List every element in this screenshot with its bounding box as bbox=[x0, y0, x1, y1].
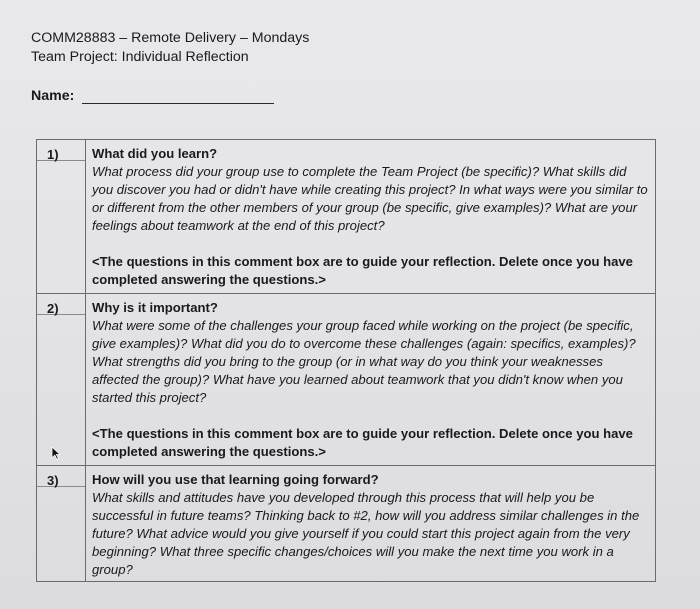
question-number: 1) bbox=[37, 140, 85, 161]
question-note: <The questions in this comment box are to guide your reflection. Delete once you have completed answering the questions.> bbox=[92, 254, 633, 287]
question-body: What process did your group use to complete the Team Project (be specific)? What skills did you discover you had or didn't have while creating this project? In what ways were you similar to or different from the other members of your group (be specific, give examples)? What are your feelings about teamwork at the end of this project? bbox=[92, 164, 648, 233]
question-title: How will you use that learning going forward? bbox=[92, 472, 379, 487]
question-number-cell bbox=[37, 140, 86, 294]
question-content-cell[interactable] bbox=[86, 466, 656, 582]
name-label: Name: bbox=[31, 88, 75, 104]
question-content-cell[interactable] bbox=[86, 140, 656, 294]
question-title: Why is it important? bbox=[92, 300, 218, 315]
question-row bbox=[37, 466, 656, 582]
course-title: COMM28883 – Remote Delivery – Mondays bbox=[31, 30, 310, 46]
question-number-cell bbox=[37, 294, 86, 466]
question-row bbox=[37, 294, 656, 466]
reflection-table bbox=[36, 139, 656, 582]
question-note: <The questions in this comment box are to guide your reflection. Delete once you have completed answering the questions.> bbox=[92, 426, 633, 459]
question-number-cell bbox=[37, 466, 86, 582]
assignment-title: Team Project: Individual Reflection bbox=[31, 49, 249, 65]
name-field-row bbox=[31, 88, 274, 104]
question-row bbox=[37, 140, 656, 294]
question-content-cell[interactable] bbox=[86, 294, 656, 466]
question-body: What skills and attitudes have you developed through this process that will help you be successful in future teams? Thinking back to #2, how will you address similar challenges in the future? What advice would you give yourself if you could start this project again from the very beginning? What three specific changes/choices will you make the next time you work in a group? bbox=[92, 490, 640, 577]
name-input-line[interactable] bbox=[82, 89, 274, 104]
question-body: What were some of the challenges your group faced while working on the project (be specific, give examples)? What did you do to overcome these challenges (again: specifics, examples)? What strengths did you bring to the group (or in what way do you think your weaknesses affected the group)? What have you learned about teamwork that you didn't know when you started this project? bbox=[92, 318, 636, 405]
question-title: What did you learn? bbox=[92, 146, 218, 161]
document-header bbox=[31, 29, 309, 67]
mouse-pointer-icon bbox=[51, 446, 61, 460]
question-number: 2) bbox=[37, 294, 85, 315]
question-number: 3) bbox=[37, 466, 85, 487]
